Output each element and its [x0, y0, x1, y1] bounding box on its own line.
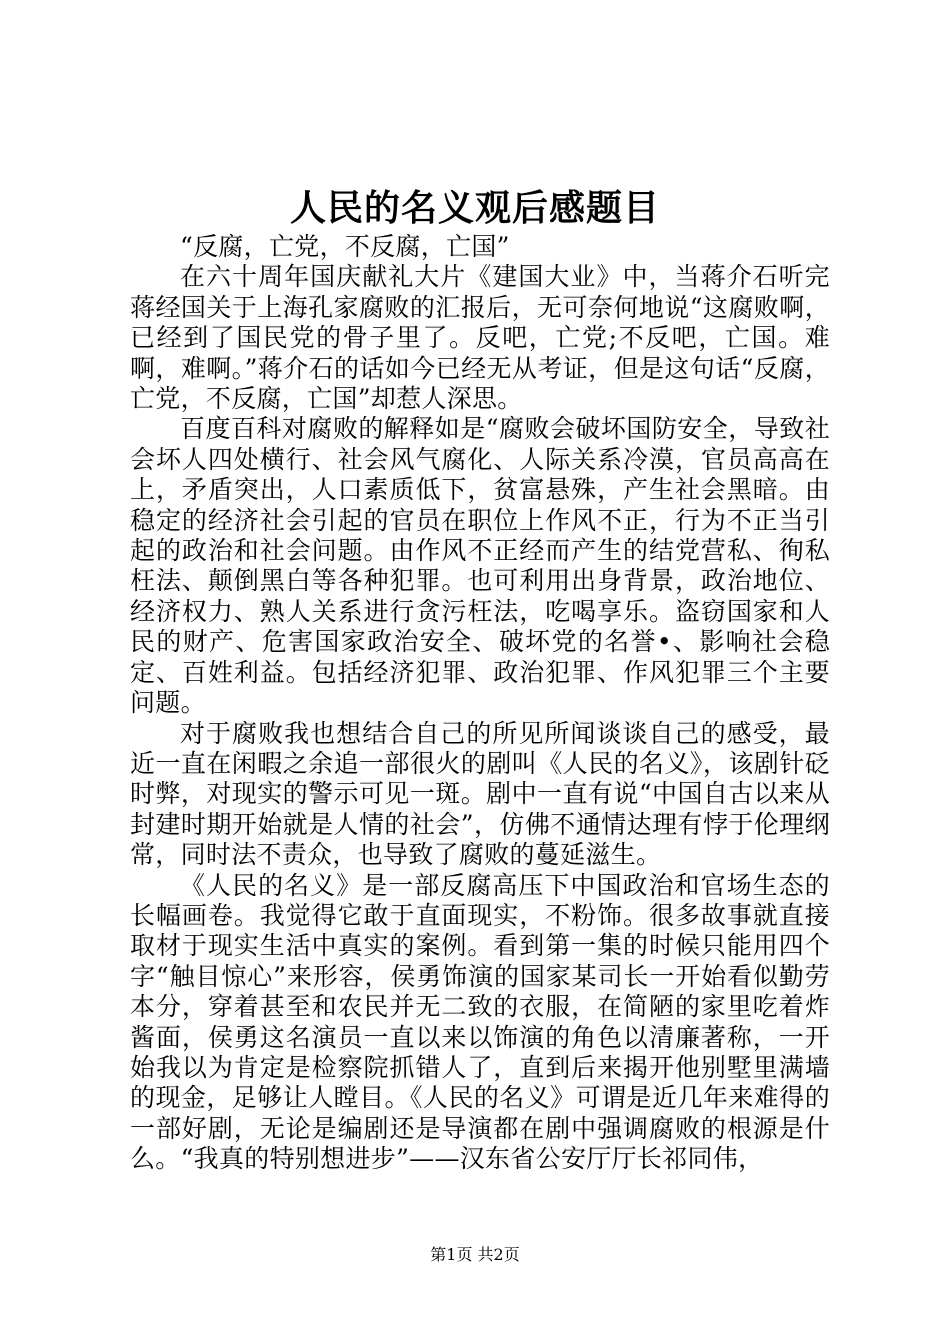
paragraph-quote: “反腐，亡党，不反腐，亡国”: [180, 232, 510, 261]
page-footer: 第1页 共2页: [430, 1245, 520, 1264]
document-body: [130, 232, 830, 1175]
paragraph-drama-review: 《人民的名义》是一部反腐高压下中国政治和官场生态的长幅画卷。我觉得它敢于直面现实，不粉饰。很多故事就直接取材于现实生活中真实的案例。看到第一集的时候只能用四个字“触目惊心”来形容，侯勇饰演的国家某司长一开始看似勤劳本分，穿着甚至和农民并无二致的衣服，在简陋的家里吃着炸酱面，侯勇这名演员一直以来以饰演的角色以清廉著称，一开始我以为肯定是检察院抓错人了，直到后来揭开他别墅里满墙的现金，足够让人瞠目。《人民的名义》可谓是近几年来难得的一部好剧，无论是编剧还是导演都在剧中强调腐败的根源是什么。“我真的特别想进步”——汉东省公安厅厅长祁同伟，: [130, 870, 830, 1174]
paragraph-reflection: 对于腐败我也想结合自己的所见所闻谈谈自己的感受，最近一直在闲暇之余追一部很火的剧叫《人民的名义》，该剧针砭时弊，对现实的警示可见一斑。剧中一直有说“中国自古以来从封建时期开始就是人情的社会”，仿佛不通情达理有悖于伦理纲常，同时法不责众，也导致了腐败的蔓延滋生。: [130, 718, 830, 870]
paragraph-definition: 百度百科对腐败的解释如是“腐败会破坏国防安全，导致社会坏人四处横行、社会风气腐化、人际关系冷漠，官员高高在上，矛盾突出，人口素质低下，贫富悬殊，产生社会黑暗。由稳定的经济社会引起的官员在职位上作风不正，行为不正当引起的政治和社会问题。由作风不正经而产生的结党营私、徇私枉法、颠倒黑白等各种犯罪。也可利用出身背景，政治地位、经济权力、熟人关系进行贪污枉法，吃喝享乐。盗窃国家和人民的财产、危害国家政治安全、破坏党的名誉•、影响社会稳定、百姓利益。包括经济犯罪、政治犯罪、作风犯罪三个主要问题。: [130, 414, 830, 718]
document-title: 人民的名义观后感题目: [289, 187, 660, 229]
paragraph-intro: 在六十周年国庆献礼大片《建国大业》中，当蒋介石听完蒋经国关于上海孔家腐败的汇报后，无可奈何地说“这腐败啊，已经到了国民党的骨子里了。反吧，亡党;不反吧，亡国。难啊，难啊。”蒋介石的话如今已经无从考证，但是这句话“反腐，亡党，不反腐，亡国”却惹人深思。: [130, 262, 830, 414]
